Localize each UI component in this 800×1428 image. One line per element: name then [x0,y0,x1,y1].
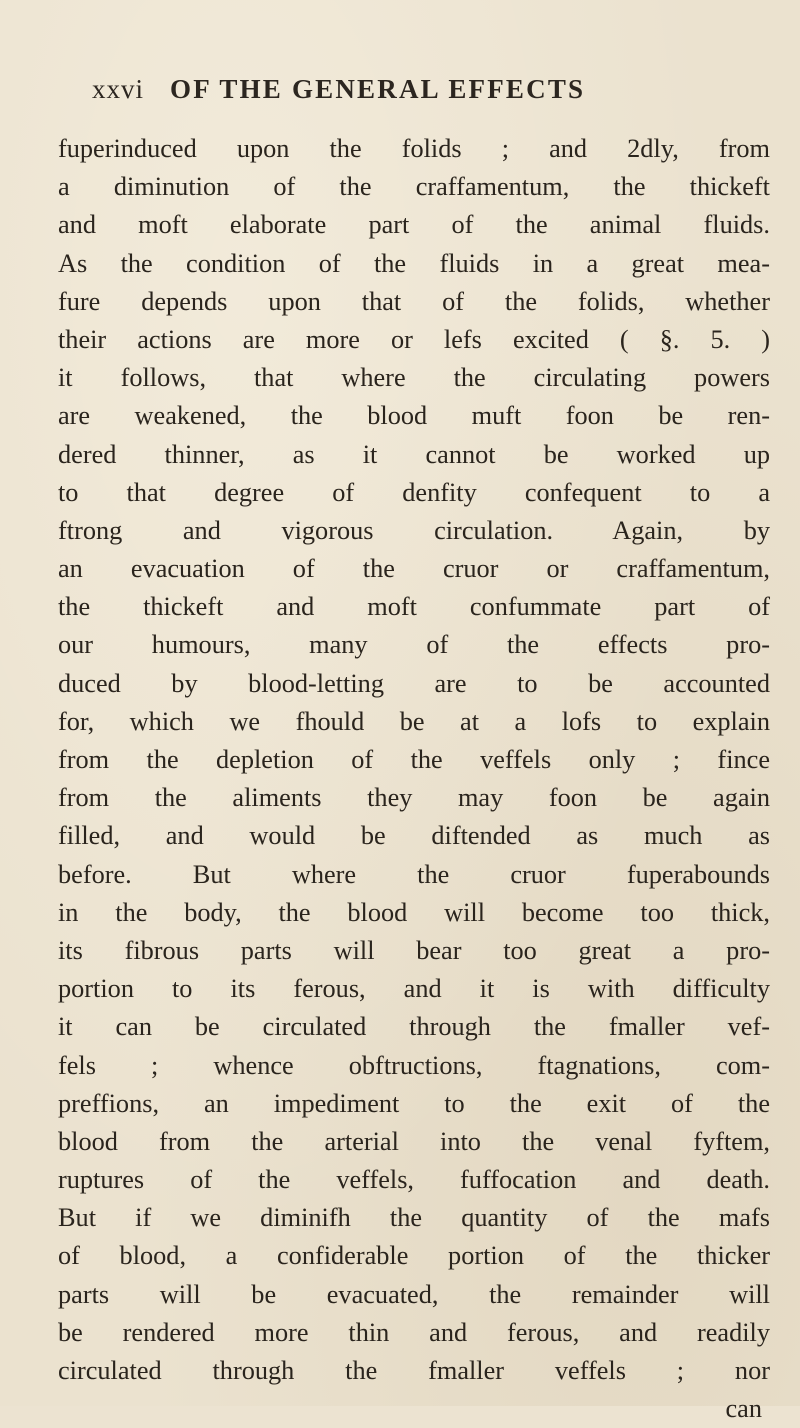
text-line: filled, and would be diftended as much as [58,821,770,851]
text-line: parts will be evacuated, the remainder will [58,1279,770,1309]
text-line: the thickeft and moft confummate part of [58,592,770,622]
text-line: dered thinner, as it cannot be worked up [58,439,770,469]
text-line: preffions, an impediment to the exit of the [58,1088,770,1118]
text-line: As the condition of the fluids in a great mea- [58,248,770,278]
text-line: fels ; whence obftructions, ftagnations, com- [58,1050,770,1080]
page-number: xxvi [92,74,145,104]
text-line: before. But where the cruor fuperabounds [58,859,770,889]
text-line: ftrong and vigorous circulation. Again, by [58,515,770,545]
text-line: are weakened, the blood muft foon be ren- [58,401,770,431]
running-head [92,74,732,105]
text-line: of blood, a confiderable portion of the thicker [58,1241,770,1271]
text-line: fure depends upon that of the folids, whether [58,286,770,316]
text-line: from the depletion of the veffels only ; fince [58,745,770,774]
text-line: portion to its ferous, and it is with difficulty [58,974,770,1004]
text-line: it can be circulated through the fmaller vef- [58,1012,770,1042]
text-line: in the body, the blood will become too thick, [58,897,770,927]
text-line: and moft elaborate part of the animal fluids. [58,210,770,240]
text-line: fuperinduced upon the folids ; and 2dly, from [58,134,770,163]
text-line: to that degree of denfity confequent to a [58,477,770,507]
text-line: circulated through the fmaller veffels ; nor [58,1356,770,1385]
text-line: its fibrous parts will bear too great a pro- [58,935,770,965]
text-line: our humours, many of the effects pro- [58,630,770,660]
text-line: blood from the arterial into the venal fyftem, [58,1126,770,1156]
body-text [58,130,770,1428]
text-line: But if we diminifh the quantity of the mafs [58,1203,770,1233]
chapter-title: OF THE GENERAL EFFECTS [170,74,586,104]
text-line: it follows, that where the circulating powers [58,363,770,393]
text-line: from the aliments they may foon be again [58,783,770,813]
text-line: duced by blood-letting are to be accounted [58,668,770,698]
text-line: for, which we fhould be at a lofs to explain [58,706,770,736]
text-line: be rendered more thin and ferous, and readily [58,1317,770,1347]
text-line: their actions are more or lefs excited ( §. 5. ) [58,324,770,354]
text-line: ruptures of the veffels, fuffocation and death. [58,1165,770,1195]
catchword: can [725,1394,762,1424]
text-line: a diminution of the craffamentum, the thickeft [58,172,770,202]
text-line: an evacuation of the cruor or craffamentum, [58,554,770,584]
